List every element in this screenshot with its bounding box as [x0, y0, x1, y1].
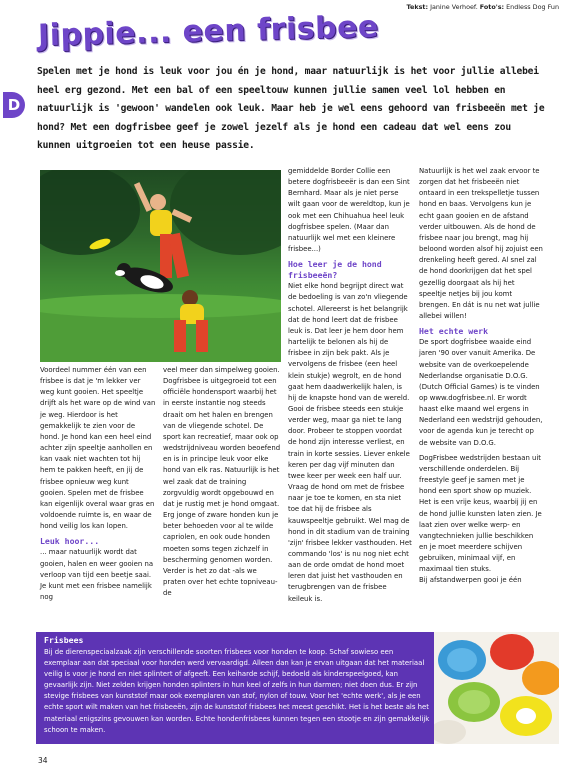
intro-paragraph: Spelen met je hond is leuk voor jou én je hond, maar natuurlijk is het voor jullie allebei heel erg gezond. Met een bal of een speeltouw kunnen jullie samen veel lol hebben en natuurlijk is 'gewoon' wandelen ook leuk. Maar heb je wel eens gehoord van frisbeeën met je hond? Met een dogfrisbee geef je zowel jezelf als je hond een cadeau dat wel eens zou kunnen uitgroeien tot een heuse passie.: [37, 66, 545, 151]
photo-illustration: [40, 170, 281, 362]
frisbees-sidebar-box: [36, 632, 559, 744]
credits-author: Janine Verhoef.: [430, 3, 478, 11]
column-2: [163, 365, 281, 599]
col4-paragraph-1: Natuurlijk is het wel zaak ervoor te zorgen dat het frisbeeën niet ontaard in een trekspelletje tussen hond en baas. Vervolgens kun je echt gaan gooien en de afstand verder uitbouwen. Als de hond de frisbee naar jou brengt, mag hij beloond worden alsof hij zojuist een drenkeling heeft gered. Al snel zal de hond doorkrijgen dat het spel gezellig doorgaat als hij het speeltje netjes bij jou komt brengen. En dát is nu net wat jullie allebei willen!: [419, 167, 543, 321]
col2-paragraph-1: veel meer dan simpelweg gooien. Dogfrisbee is uitgegroeid tot een officiële hondensport waarbij het in eerste instantie nog steeds draait om het halen en brengen van de vliegende schotel. De sport kan recreatief, maar ook op wedstrijdniveau worden beoefend en is in principe leuk voor elke hond van elk ras. Natuurlijk is het wel zaak dat de training zorgvuldig wordt opgebouwd en dat je rustig met je hond omgaat. Erg jonge of zware honden kun je beter behoeden voor al te wilde capriolen, en ook oude honden moeten soms tegen zichzelf in bescherming genomen worden. Verder is het zo dat -als we praten over het echte topniveau- de: [163, 366, 281, 598]
col3-heading: Hoe leer je de hond frisbeeën?: [288, 259, 382, 281]
col4-paragraph-3: DogFrisbee wedstrijden bestaan uit verschillende onderdelen. Bij freestyle geef je samen met je hond een sport show op muziek. Het is een vrije keus, waarbij jij en de hond jullie kunsten laten zien. Je laat zien over welke werp- en vangtechnieken jullie beschikken en je moet meerdere schijven gebruiken, minimaal vijf, en maximaal tien stuks.: [419, 453, 542, 574]
col3-paragraph-2: Niet elke hond begrijpt direct wat de bedoeling is van zo'n vliegende schotel. Allereerst is het belangrijk dat de hond leert dat de frisbee leuk is. Dat leer je hem door hem hartelijk te belonen als hij de frisbee in zijn bek pakt. Als je vervolgens de frisbee (een heel klein stukje) wegrolt, en de hond gaat hem daadwerkelijk halen, is hij de knapste hond van de wereld. Gooi de frisbee steeds een stukje verder weg, maar ga niet te lang door. Probeer te stoppen voordat de hond zijn interesse verliest, en train in korte sessies. Liever enkele keren per dag vijf minuten dan twee keer per week een half uur. Vraag de hond om met de frisbee naar je toe te komen, en sta niet toe dat hij de frisbee als kauwspeeltje gebruikt. Wel mag de hond in dit stadium van de training 'zijn' frisbee lekker vasthouden. Het commando 'los' is nu nog niet echt aan de orde omdat de hond moet leren dat juist het vasthouden en terugbrengen van de frisbee keileuk is.: [288, 282, 412, 603]
credits-text-label: Tekst:: [406, 3, 429, 11]
article-credits: [407, 3, 559, 11]
frisbees-photo: [434, 632, 559, 744]
col1-heading: Leuk hoor...: [40, 536, 100, 547]
credits-photo-label: Foto's:: [479, 3, 505, 11]
column-4: [419, 166, 543, 587]
col1-paragraph-1: Voordeel nummer één van een frisbee is dat je 'm lekker ver weg kunt gooien. Het speeltje drijft als het ware op de wind van je weg. Hierdoor is het gemakkelijk te zien voor de hond. Je hond kan een heel eind achter zijn speeltje aanhollen en kan vaak niet wachten tot hij hem te pakken heeft, en jij de frisbee opnieuw weg kunt gooien. Spelen met de frisbee kan eigenlijk overal waar gras en voldoende ruimte is, en waar de hond veilig los kan lopen.: [40, 366, 156, 531]
col4-paragraph-2: De sport dogfrisbee waaide eind jaren '90 over vanuit Amerika. De website van de overkoepelende Nederlandse organisatie D.O.G. (Dutch Official Games) is te vinden op www.dogfrisbee.nl. Er wordt haast elke maand wel ergens in Nederland een wedstrijd gehouden, voor de agenda kun je terecht op de website van D.O.G.: [419, 338, 543, 447]
sidebar-text: Bij de dierenspeciaalzaak zijn verschillende soorten frisbees voor honden te koop. Schaf sowieso een exemplaar aan dat speciaal voor honden werd vervaardigd. Alleen dan kan je ervan uitgaan dat het materiaal veilig is voor je hond en niet splintert of afgeeft. Een keiharde schijf, bedoeld als kinderspeelgoed, kan gevaarlijk zijn. Niet zelden krijgen honden splinters in hun keel of zelfs in hun darmen; niet doen dus. Er zijn stevige frisbees van kunststof maar ook exemplaren van stof, nylon of touw. Voor het 'echte werk', als je een echte sport wilt maken van het frisbeeën, zijn de kunststof frisbees het meest geschikt. Het is het beste als het materiaal enigszins gevouwen kan worden. Echte hondenfrisbees kunnen tegen een stootje en zijn gemakkelijk schoon te maken.: [44, 648, 430, 734]
sidebar-heading: Frisbees: [44, 635, 84, 645]
page-number: 34: [38, 756, 48, 765]
frisbee-dog-photo: [40, 170, 281, 362]
col1-paragraph-2: ... maar natuurlijk wordt dat gooien, halen en weer gooien na verloop van tijd een beetje saai. Je kunt met een frisbee namelijk nog: [40, 548, 154, 601]
column-1: [40, 365, 156, 603]
dropcap-badge: D: [3, 92, 25, 118]
col4-heading: Het echte werk: [419, 326, 489, 337]
column-3: [288, 166, 412, 605]
col4-paragraph-4: Bij afstandwerpen gooi je één: [419, 576, 522, 585]
credits-photo-source: Endless Dog Fun: [506, 3, 559, 11]
article-title: Jippie... een frisbee: [37, 9, 380, 54]
col3-paragraph-1: gemiddelde Border Collie een betere dogfrisbeeër is dan een Sint Bernhard. Maar als je niet perse wilt gaan voor de wereldtop, kun je ook met een Chihuahua heel leuk dogfrisbee spelen. (Maar dan natuurlijk wel met een kleinere frisbee...): [288, 167, 410, 254]
